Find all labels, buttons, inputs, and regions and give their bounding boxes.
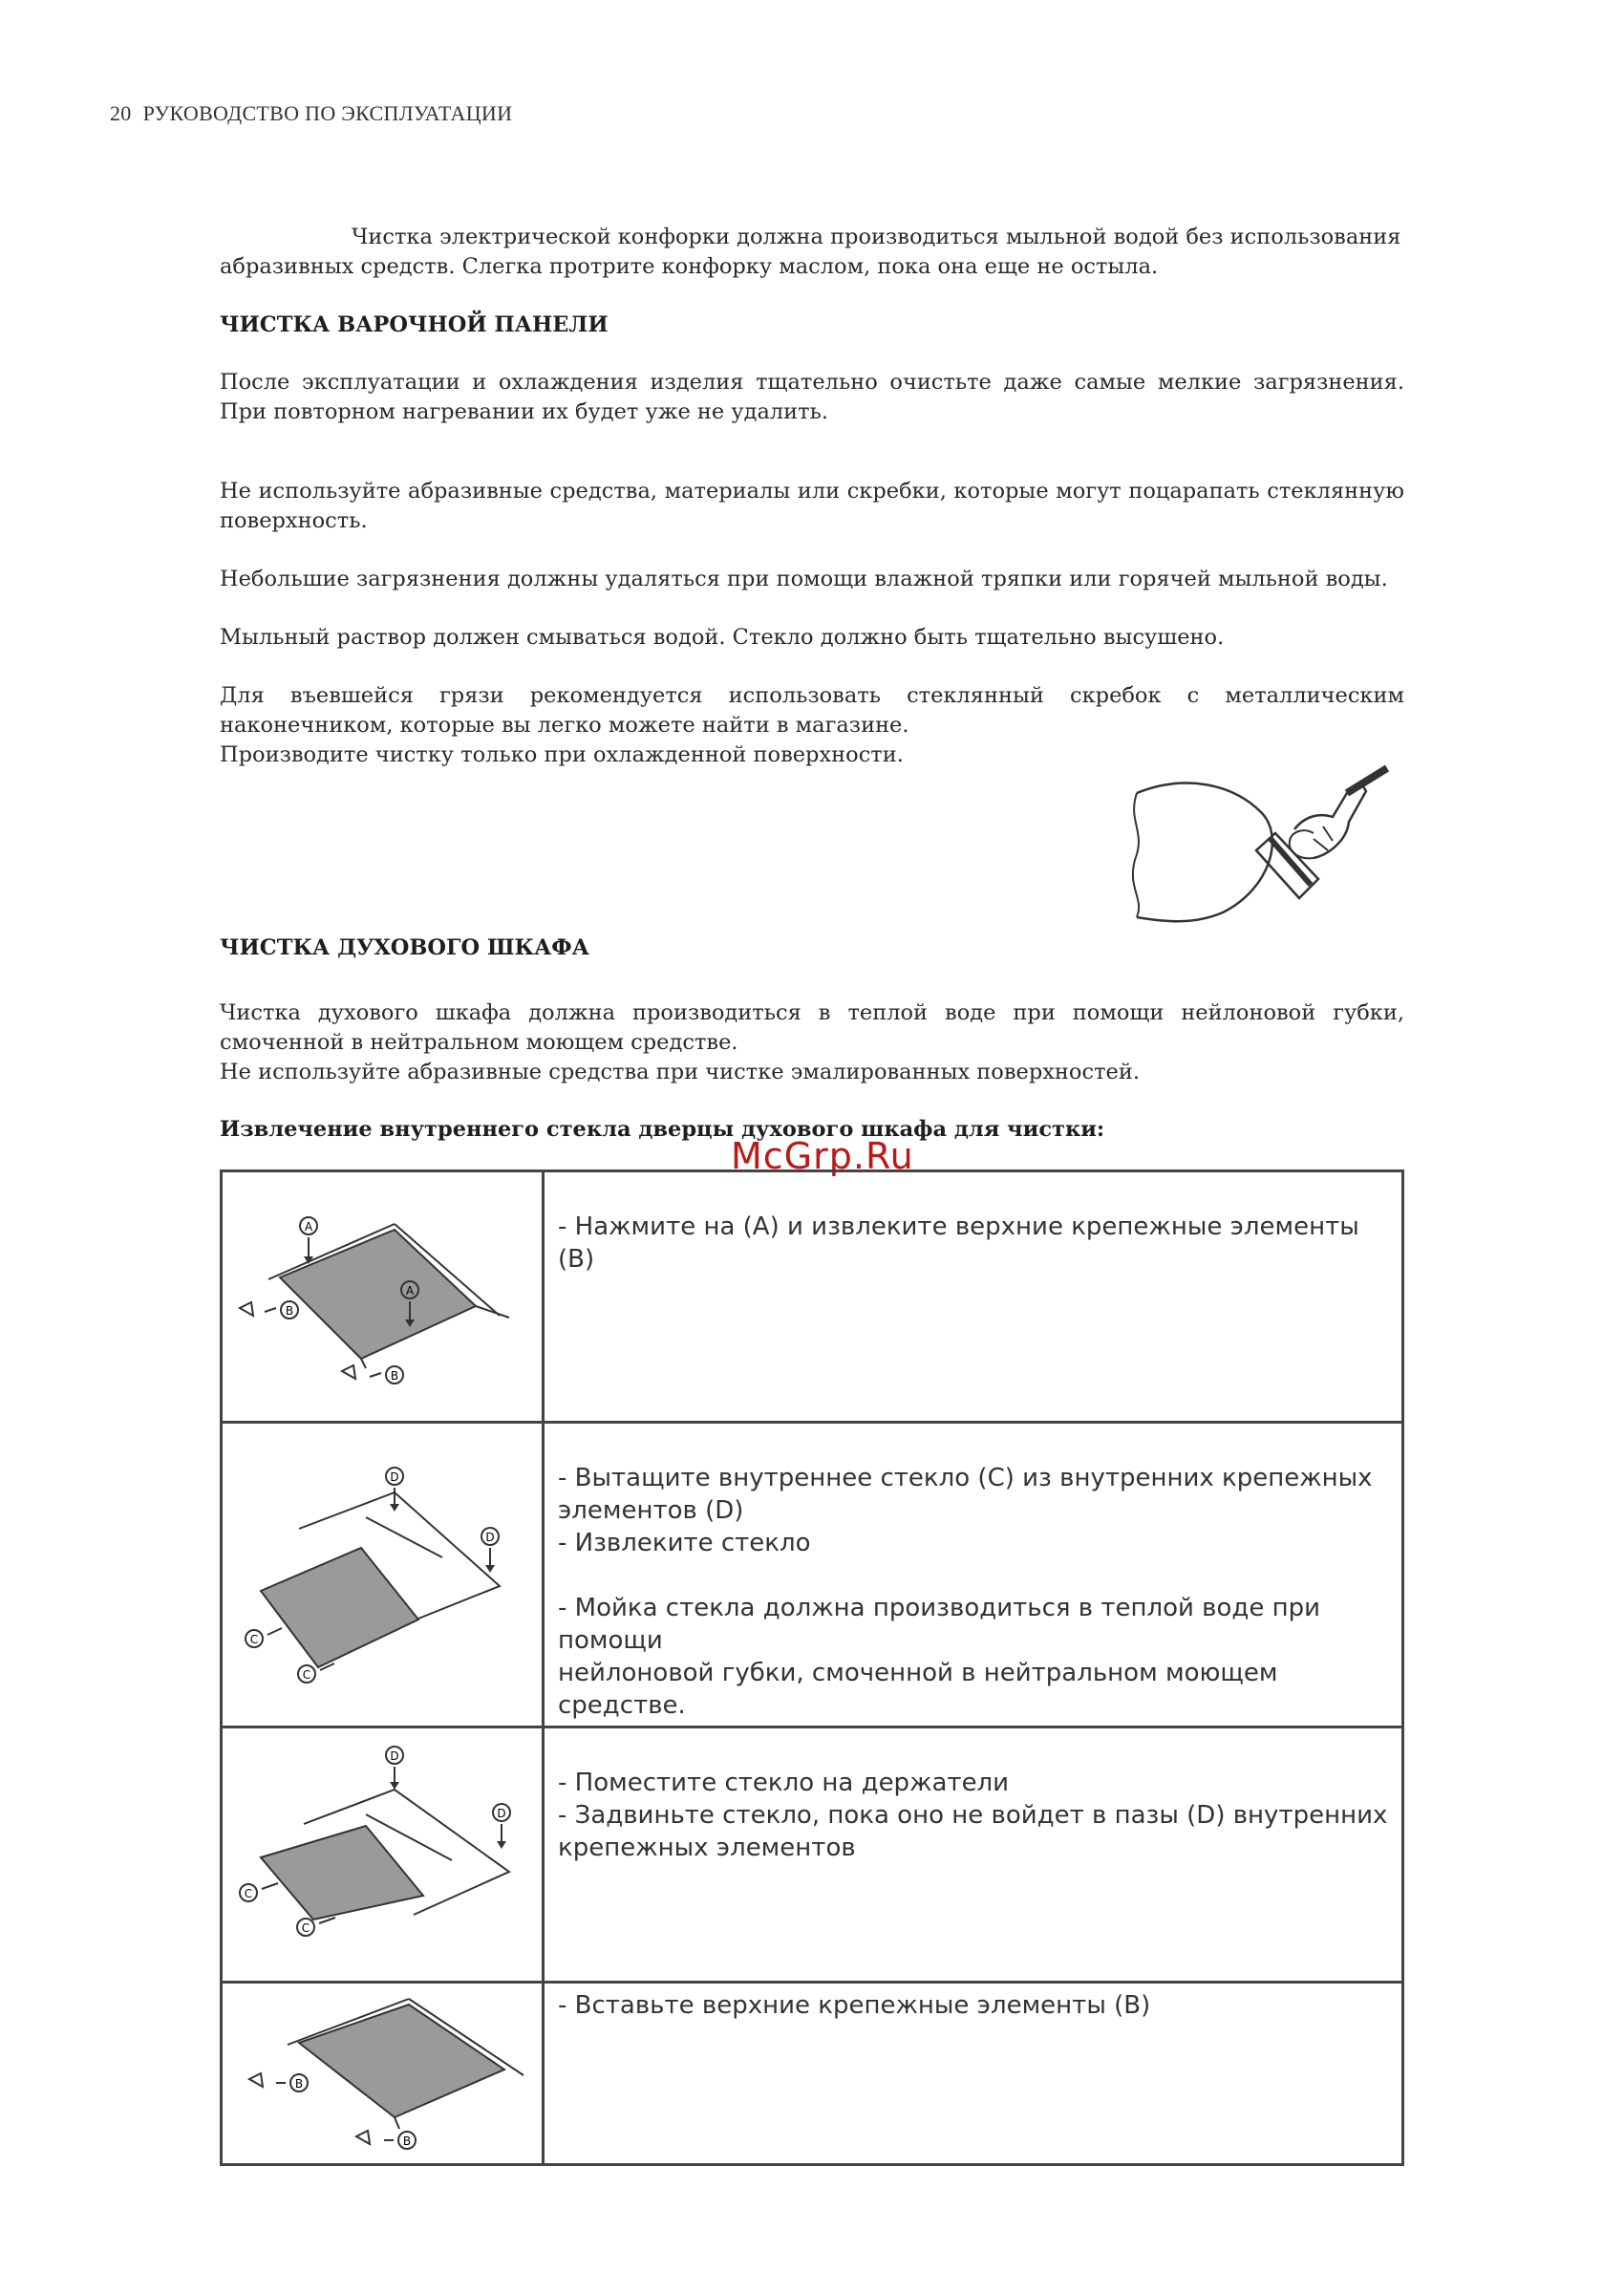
- step-4-line-1: - Вставьте верхние крепежные элементы (B): [558, 1991, 1151, 2020]
- step-2-diagram: [223, 1424, 542, 1722]
- glass-removal-steps-table: [220, 1169, 1404, 2166]
- step-3-diagram: [223, 1728, 542, 1977]
- oven-subheading: Извлечение внутреннего стекла дверцы духового шкафа для чистки:: [220, 1117, 1105, 1142]
- step-2-gap: [558, 1559, 1388, 1592]
- oven-paragraph-2: Не используйте абразивные средства при чистке эмалированных поверхностей.: [220, 1060, 1140, 1084]
- step-4-diagram: [223, 1984, 542, 2159]
- intro-line-2: абразивных средств. Слегка протрите конфорку маслом, пока она еще не остыла.: [220, 254, 1159, 279]
- scraper-illustration: [1127, 764, 1395, 955]
- oven-heading: ЧИСТКА ДУХОВОГО ШКАФА: [220, 935, 589, 960]
- step-2-line-5: нейлоновой губки, смоченной в нейтральном моющем средстве.: [558, 1659, 1278, 1720]
- step-3-line-3: крепежных элементов: [558, 1834, 856, 1862]
- step-2-illustration-cell: [222, 1423, 544, 1727]
- hob-paragraph-4: Мыльный раствор должен смываться водой. Стекло должно быть тщательно высушено.: [220, 625, 1225, 650]
- step-1-illustration-cell: [222, 1171, 544, 1423]
- clip-icon: [356, 2131, 370, 2144]
- step-4-illustration-cell: [222, 1983, 544, 2165]
- clip-icon: [240, 1302, 253, 1316]
- svg-text:A: A: [304, 1220, 313, 1234]
- svg-text:C: C: [249, 1633, 259, 1646]
- step-3-text-cell: [544, 1727, 1403, 1983]
- watermark: McGrp.Ru: [731, 1135, 914, 1177]
- hob-paragraph-1: После эксплуатации и охлаждения изделия тщательно очистьте даже самые мелкие загрязнения. При повторном нагревании их будет уже не удалить.: [220, 370, 1404, 424]
- step-2-line-4: - Мойка стекла должна производиться в теплой воде при помощи: [558, 1594, 1321, 1655]
- svg-text:D: D: [485, 1531, 495, 1544]
- svg-text:B: B: [285, 1304, 294, 1318]
- step-3-line-2: - Задвиньте стекло, пока оно не войдет в пазы (D) внутренних: [558, 1801, 1388, 1830]
- svg-text:C: C: [301, 1921, 310, 1935]
- step-1-diagram: [223, 1172, 542, 1417]
- step-1-line-1: - Нажмите на (A) и извлеките верхние крепежные элементы (B): [558, 1212, 1359, 1274]
- step-row-2: [222, 1423, 1403, 1727]
- step-1-text-cell: [544, 1171, 1403, 1423]
- svg-text:A: A: [405, 1284, 415, 1298]
- hob-paragraph-3: Небольшие загрязнения должны удаляться при помощи влажной тряпки или горячей мыльной воды.: [220, 567, 1388, 591]
- hob-paragraph-5: Для въевшейся грязи рекомендуется использовать стеклянный скребок с металлическим наконечником, которые вы легко можете найти в магазине.: [220, 683, 1404, 738]
- step-4-text-cell: [544, 1983, 1403, 2165]
- svg-text:B: B: [294, 2077, 304, 2091]
- svg-text:C: C: [244, 1887, 253, 1900]
- svg-text:D: D: [497, 1807, 506, 1820]
- svg-text:D: D: [390, 1749, 399, 1763]
- svg-text:B: B: [402, 2135, 412, 2148]
- page-number: 20: [110, 101, 132, 125]
- step-2-line-2: элементов (D): [558, 1496, 744, 1525]
- step-row-1: [222, 1171, 1403, 1423]
- intro-paragraph: [220, 223, 1404, 282]
- clip-icon: [342, 1365, 355, 1379]
- hob-heading: ЧИСТКА ВАРОЧНОЙ ПАНЕЛИ: [220, 312, 609, 337]
- step-2-line-3: - Извлеките стекло: [558, 1529, 811, 1557]
- clip-icon: [249, 2073, 263, 2087]
- step-2-text-cell: [544, 1423, 1403, 1727]
- running-header: [110, 101, 512, 126]
- hob-paragraph-6: Производите чистку только при охлажденной поверхности.: [220, 742, 904, 767]
- step-row-3: [222, 1727, 1403, 1983]
- oven-paragraph-1: Чистка духового шкафа должна производиться в теплой воде при помощи нейлоновой губки, смоченной в нейтральном моющем средстве.: [220, 1000, 1404, 1055]
- svg-text:B: B: [390, 1369, 399, 1383]
- intro-line-1: Чистка электрической конфорки должна производиться мыльной водой без использования: [352, 225, 1401, 249]
- step-3-line-1: - Поместите стекло на держатели: [558, 1769, 1010, 1797]
- step-3-illustration-cell: [222, 1727, 544, 1983]
- header-title: РУКОВОДСТВО ПО ЭКСПЛУАТАЦИИ: [142, 101, 513, 125]
- svg-text:C: C: [302, 1668, 311, 1682]
- step-2-line-1: - Вытащите внутреннее стекло (C) из внутренних крепежных: [558, 1464, 1373, 1492]
- step-row-4: [222, 1983, 1403, 2165]
- svg-text:D: D: [390, 1470, 399, 1484]
- hob-paragraph-2: Не используйте абразивные средства, материалы или скребки, которые могут поцарапать стеклянную поверхность.: [220, 479, 1404, 533]
